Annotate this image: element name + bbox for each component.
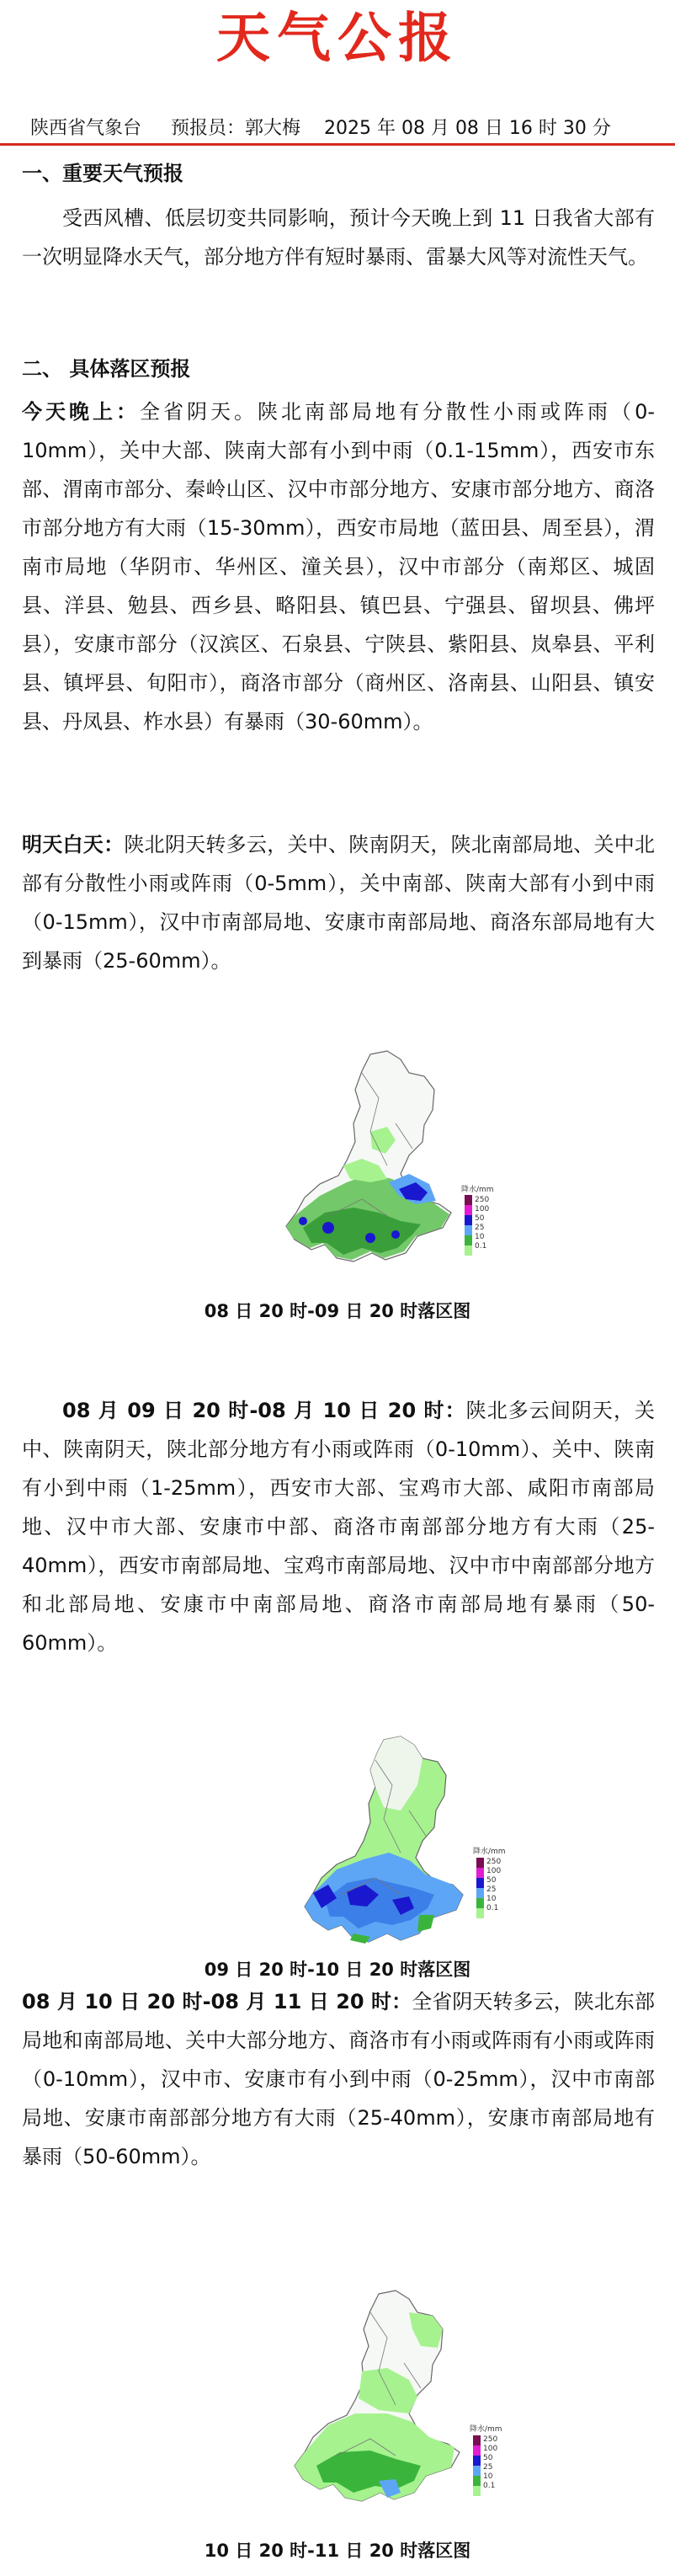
section1-text: 受西风槽、低层切变共同影响，预计今天晚上到 11 日我省大部有一次明显降水天气，部分地方伴有短时暴雨、雷暴大风等对流性天气。 [22,206,655,269]
section1-heading: 一、重要天气预报 [22,162,183,185]
legend-label-10: 10 [486,1895,497,1903]
agency-name: 陕西省气象台 [30,118,142,139]
section2-heading: 二、 具体落区预报 [22,357,191,381]
rainfall-map-1 [244,1048,505,1292]
rainfall-map-3 [252,2287,513,2531]
legend-labels-1 [475,1196,489,1251]
day3-forecast [22,1982,655,2176]
legend-label-25: 25 [475,1224,485,1232]
legend-label-250: 250 [475,1196,490,1204]
map1-caption: 08 日 20 时-09 日 20 时落区图 [204,1301,471,1321]
day3-label: 08 月 10 日 20 时-08 月 11 日 20 时： [22,1990,412,2013]
legend-label-50: 50 [475,1214,485,1223]
forecaster-name: 预报员：郭大梅 [170,118,300,139]
tomorrow-label: 明天白天： [22,833,125,856]
legend-labels-3 [483,2435,497,2491]
legend-label-10: 10 [483,2472,493,2481]
legend-map-1 [465,1195,472,1256]
day3-text: 全省阴天转多云，陕北东部局地和南部局地、关中大部分地方、商洛市有小雨或阵雨有小雨或阵雨（0-10mm），汉中市、安康市有小到中雨（0-25mm），汉中市南部局地、安康市南部部分地方有大雨（25-40mm），安康市南部局地有暴雨（50-60mm）。 [22,1990,656,2168]
legend-label-0-1: 0.1 [486,1904,499,1912]
legend-title-3: 降水/mm [470,2425,502,2434]
legend-label-100: 100 [483,2445,498,2453]
legend-label-250: 250 [483,2435,498,2444]
legend-label-250: 250 [486,1858,502,1866]
tonight-text: 全省阴天。陕北南部局地有分散性小雨或阵雨（0-10mm），关中大部、陕南大部有小到中雨（0.1-15mm），西安市东部、渭南市部分、秦岭山区、汉中市部分地方、安康市部分地方、商洛市部分地方有大雨（15-30mm），西安市局地（蓝田县、周至县），渭南市局地（华阴市、华州区、潼关县），汉中市部分（南郑区、城固县、洋县、勉县、西乡县、略阳县、镇巴县、宁强县、留坝县、佛坪县），安康市部分（汉滨区、石泉县、宁陕县、紫阳县、岚皋县、平利县、镇坪县、旬阳市），商洛市部分（商州区、洛南县、山阳县、镇安县、丹凤县、柞水县）有暴雨（30-60mm）。 [22,400,655,733]
legend-map-3 [473,2435,481,2496]
legend-label-25: 25 [483,2463,493,2472]
tonight-forecast [22,392,655,741]
legend-labels-2 [486,1858,501,1913]
issue-datetime: 2025 年 08 月 08 日 16 时 30 分 [323,118,611,139]
tonight-label: 今天晚上： [22,400,141,424]
legend-label-0-1: 0.1 [483,2482,496,2490]
legend-label-100: 100 [475,1205,490,1213]
legend-title-2: 降水/mm [473,1848,506,1856]
legend-map-2 [476,1858,484,1918]
legend-label-10: 10 [475,1233,485,1241]
day2-text: 陕北多云间阴天，关中、陕南阴天，陕北部分地方有小雨或阵雨（0-10mm）、关中、陕南有小到中雨（1-25mm），西安市大部、宝鸡市大部、咸阳市南部局地、汉中市大部、安康市中部、商洛市南部部分地方有大雨（25-40mm），西安市南部局地、宝鸡市南部局地、汉中市中南部部分地方和北部局地、安康市中南部局地、商洛市南部局地有暴雨（50-60mm）。 [22,1399,656,1655]
legend-title-1: 降水/mm [461,1186,494,1194]
tomorrow-forecast [22,825,655,980]
legend-label-50: 50 [486,1876,497,1885]
day2-forecast [22,1391,655,1662]
legend-label-25: 25 [486,1885,497,1894]
bulletin-title: 天气公报 [216,8,459,70]
map2-caption: 09 日 20 时-10 日 20 时落区图 [204,1960,471,1980]
map3-caption: 10 日 20 时-11 日 20 时落区图 [204,2541,471,2561]
bulletin-info-line [30,116,670,141]
tomorrow-text: 陕北阴天转多云，关中、陕南阴天，陕北南部局地、关中北部有分散性小雨或阵雨（0-5mm），关中南部、陕南大部有小到中雨（0-15mm），汉中市南部局地、安康市南部局地、商洛东部局地有大到暴雨（25-60mm）。 [22,833,656,973]
legend-label-50: 50 [483,2454,493,2462]
day2-label: 08 月 09 日 20 时-08 月 10 日 20 时： [62,1399,466,1422]
red-divider [0,143,675,146]
legend-label-100: 100 [486,1867,502,1875]
legend-label-0-1: 0.1 [475,1242,487,1251]
